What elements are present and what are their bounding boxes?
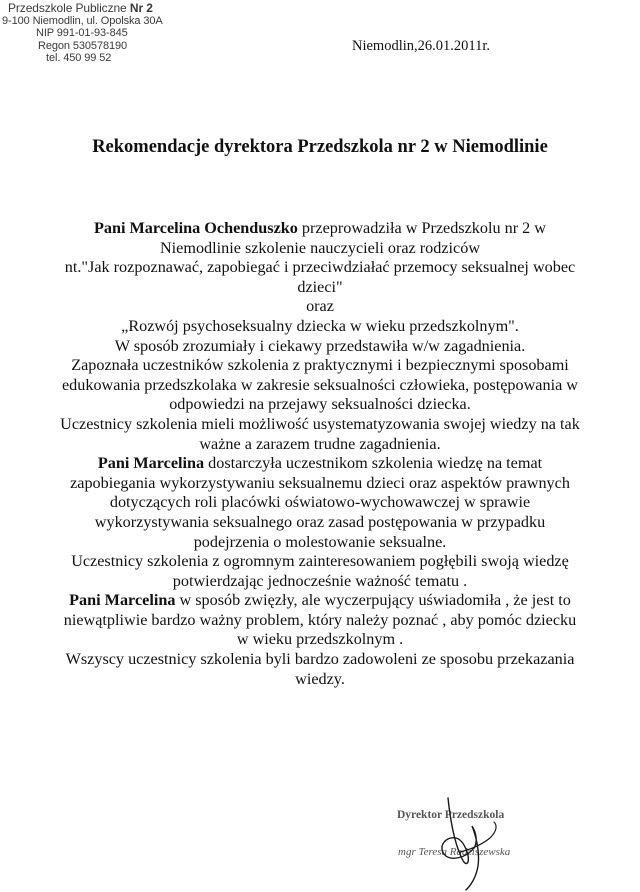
body-line: W sposób zrozumiały i ciekawy przedstawiła w/w zagadnienia. [114, 336, 526, 355]
body-line: nt."Jak rozpoznawać, zapobiegać i przeciwdziałać przemocy seksualnej wobec [64, 258, 576, 277]
body-line: oraz [306, 297, 334, 316]
body-line: podejrzenia o molestowanie seksualne. [193, 532, 447, 551]
body-line: niewątpliwie bardzo ważny problem, który należy poznać , aby pomóc dziecku [63, 610, 577, 629]
handwritten-signature [420, 792, 510, 892]
institution-stamp [2, 2, 202, 65]
body-line: Pani Marcelina w sposób zwięzły, ale wyczerpujący uświadomiła , że jest to [69, 591, 571, 610]
body-line: potwierdzając jednocześnie ważność tematu . [172, 571, 468, 590]
signature-stamp-name: mgr Teresa Radziszewska [398, 846, 511, 858]
body-line: Uczestnicy szkolenia z ogromnym zainteresowaniem pogłębili swoją wiedzę [71, 552, 569, 571]
body-line: dotyczących roli placówki oświatowo-wychowawczej w sprawie [109, 493, 531, 512]
body-line: Niemodlinie szkolenie nauczycieli oraz rodziców [159, 238, 481, 257]
stamp-line-name: Przedszkole Publiczne Nr 2 [8, 1, 153, 15]
stamp-line-nip: NIP 991-01-93-845 [36, 27, 128, 39]
document-title: Rekomendacje dyrektora Przedszkola nr 2 w Niemodlinie [92, 137, 548, 157]
body-line: wykorzystywania seksualnego oraz zasad postępowania w przypadku [94, 512, 546, 531]
signature-stamp-title: Dyrektor Przedszkola [397, 809, 505, 821]
body-line: „Rozwój psychoseksualny dziecka w wieku przedszkolnym". [121, 316, 519, 335]
document-date: Niemodlin,26.01.2011r. [352, 38, 491, 54]
body-line: Zapoznała uczestników szkolenia z praktycznymi i bezpiecznymi sposobami [71, 356, 569, 375]
body-line: Pani Marcelina dostarczyła uczestnikom szkolenia wiedzę na temat [97, 454, 543, 473]
body-line: dzieci" [297, 277, 343, 296]
body-line: ważne a zarazem trudne zagadnienia. [199, 434, 441, 453]
stamp-line-address: 9-100 Niemodlin, ul. Opolska 30A [2, 14, 163, 27]
body-line: odpowiedzi na przejawy seksualności dziecka. [169, 395, 471, 414]
body-line: wiedzy. [295, 669, 345, 688]
body-line: Wszyscy uczestnicy szkolenia byli bardzo zadowoleni ze sposobu przekazania [65, 650, 575, 669]
stamp-line-phone: tel. 450 99 52 [46, 52, 112, 64]
body-line: Pani Marcelina Ochenduszko przeprowadziła w Przedszkolu nr 2 w [94, 219, 546, 237]
body-line: edukowania przedszkolaka w zakresie seksualności człowieka, postępowania w [61, 375, 578, 394]
recommendation-body [4, 219, 636, 689]
body-line: Uczestnicy szkolenia mieli możliwość usystematyzowania swojej wiedzy na tak [60, 414, 580, 433]
body-line: zapobiegania wykorzystywaniu seksualnemu dzieci oraz aspektów prawnych [70, 473, 570, 492]
stamp-line-regon: Regon 530578190 [38, 39, 128, 52]
body-line: w wieku przedszkolnym . [236, 630, 404, 649]
